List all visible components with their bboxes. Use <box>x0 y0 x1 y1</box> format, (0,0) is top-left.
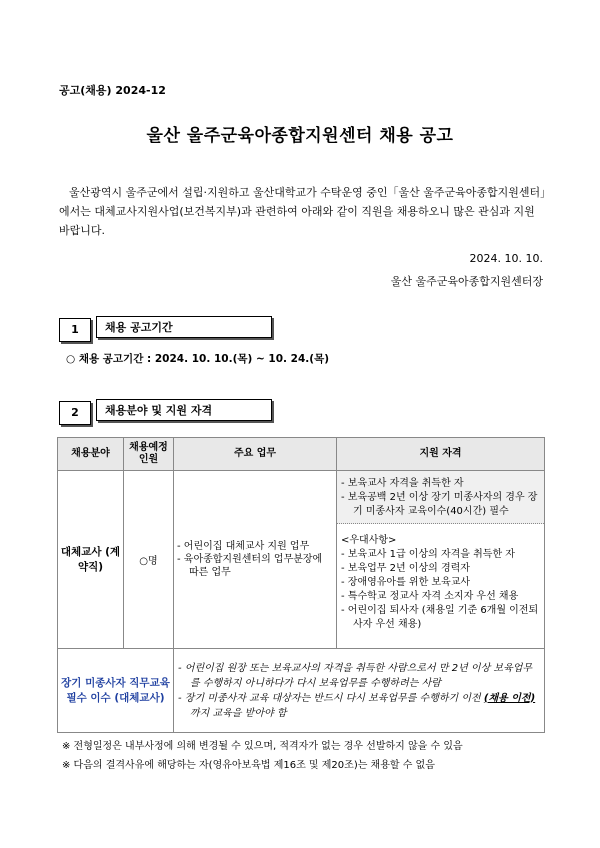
long-term-emphasis: (채용 이전) <box>483 692 536 704</box>
page-title: 울산 울주군육아종합지원센터 채용 공고 <box>146 126 454 146</box>
recruitment-table <box>57 437 545 733</box>
table-row-long-term <box>58 649 545 733</box>
section-2-title: 채용분야 및 지원 자격 <box>96 399 272 421</box>
footnote: ※ 다음의 결격사유에 해당하는 자(영유아보육법 제16조 및 제20조)는 채용할 수 없음 <box>62 760 435 771</box>
section-1-number: 1 <box>59 318 91 342</box>
header-duties: 주요 업무 <box>174 438 337 471</box>
count-cell: ○명 <box>124 471 174 649</box>
pref-item: - 보육교사 1급 이상의 자격을 취득한 자 <box>341 549 515 560</box>
table-header-row <box>58 438 545 471</box>
long-term-item: - 어린이집 원장 또는 보육교사의 자격을 취득한 사람으로서 만 2년 이상 보육업무를 수행하지 아니하다가 다시 보육업무를 수행하려는 사람 <box>178 662 533 689</box>
long-term-item <box>178 691 540 721</box>
header-qualifications: 지원 자격 <box>337 438 545 471</box>
notice-number: 공고(채용) 2024-12 <box>59 84 166 97</box>
long-term-description <box>174 649 545 733</box>
duty-item: - 육아종합지원센터의 업무분장에 따른 업무 <box>177 554 323 578</box>
section-2-number: 2 <box>59 401 91 425</box>
required-qualifications <box>337 471 544 524</box>
issuer-name: 울산 울주군육아종합지원센터장 <box>390 275 543 288</box>
recruitment-period: ○ 채용 공고기간 : 2024. 10. 10.(목) ~ 10. 24.(목) <box>66 353 330 365</box>
preferred-qualifications <box>337 524 544 636</box>
pref-item: - 특수학교 정교사 자격 소지자 우선 채용 <box>341 591 519 602</box>
footnote: ※ 전형일정은 내부사정에 의해 변경될 수 있으며, 적격자가 없는 경우 선발하지 않을 수 있음 <box>62 741 463 752</box>
intro-paragraph <box>59 183 547 240</box>
pref-item: - 보육업무 2년 이상의 경력자 <box>341 563 470 574</box>
qual-item: - 보육공백 2년 이상 장기 미종사자의 경우 장기 미종사자 교육이수(40시간) 필수 <box>341 492 538 517</box>
notice-date: 2024. 10. 10. <box>469 252 543 265</box>
qual-item: - 보육교사 자격을 취득한 자 <box>341 478 464 489</box>
section-1-title: 채용 공고기간 <box>96 316 272 338</box>
pref-item: - 어린이집 퇴사자 (채용일 기준 6개월 이전퇴사자 우선 채용) <box>341 605 539 630</box>
long-term-text-c: 까지 교육을 받아야 함 <box>190 707 287 719</box>
qualifications-cell <box>337 471 545 649</box>
long-term-text-a: - 장기 미종사자 교육 대상자는 반드시 다시 보육업무를 수행하기 이전 <box>178 692 484 704</box>
header-field: 채용분야 <box>58 438 124 471</box>
header-count: 채용예정 인원 <box>124 438 174 471</box>
pref-item: - 장애영유아를 위한 보육교사 <box>341 577 471 588</box>
duty-item: - 어린이집 대체교사 지원 업무 <box>177 541 310 552</box>
table-row <box>58 471 545 649</box>
field-cell: 대체교사 (계약직) <box>58 471 124 649</box>
long-term-label: 장기 미종사자 직무교육 필수 이수 (대체교사) <box>58 649 174 733</box>
duties-cell <box>174 471 337 649</box>
preferred-title: <우대사항> <box>341 535 397 546</box>
intro-text: 울산광역시 울주군에서 설립·지원하고 울산대학교가 수탁운영 중인「울산 울주군육아종합지원센터」에서는 대체교사지원사업(보건복지부)과 관련하여 아래와 같이 직원을 채용하오니 많은 관심과 지원 바랍니다. <box>59 186 546 237</box>
